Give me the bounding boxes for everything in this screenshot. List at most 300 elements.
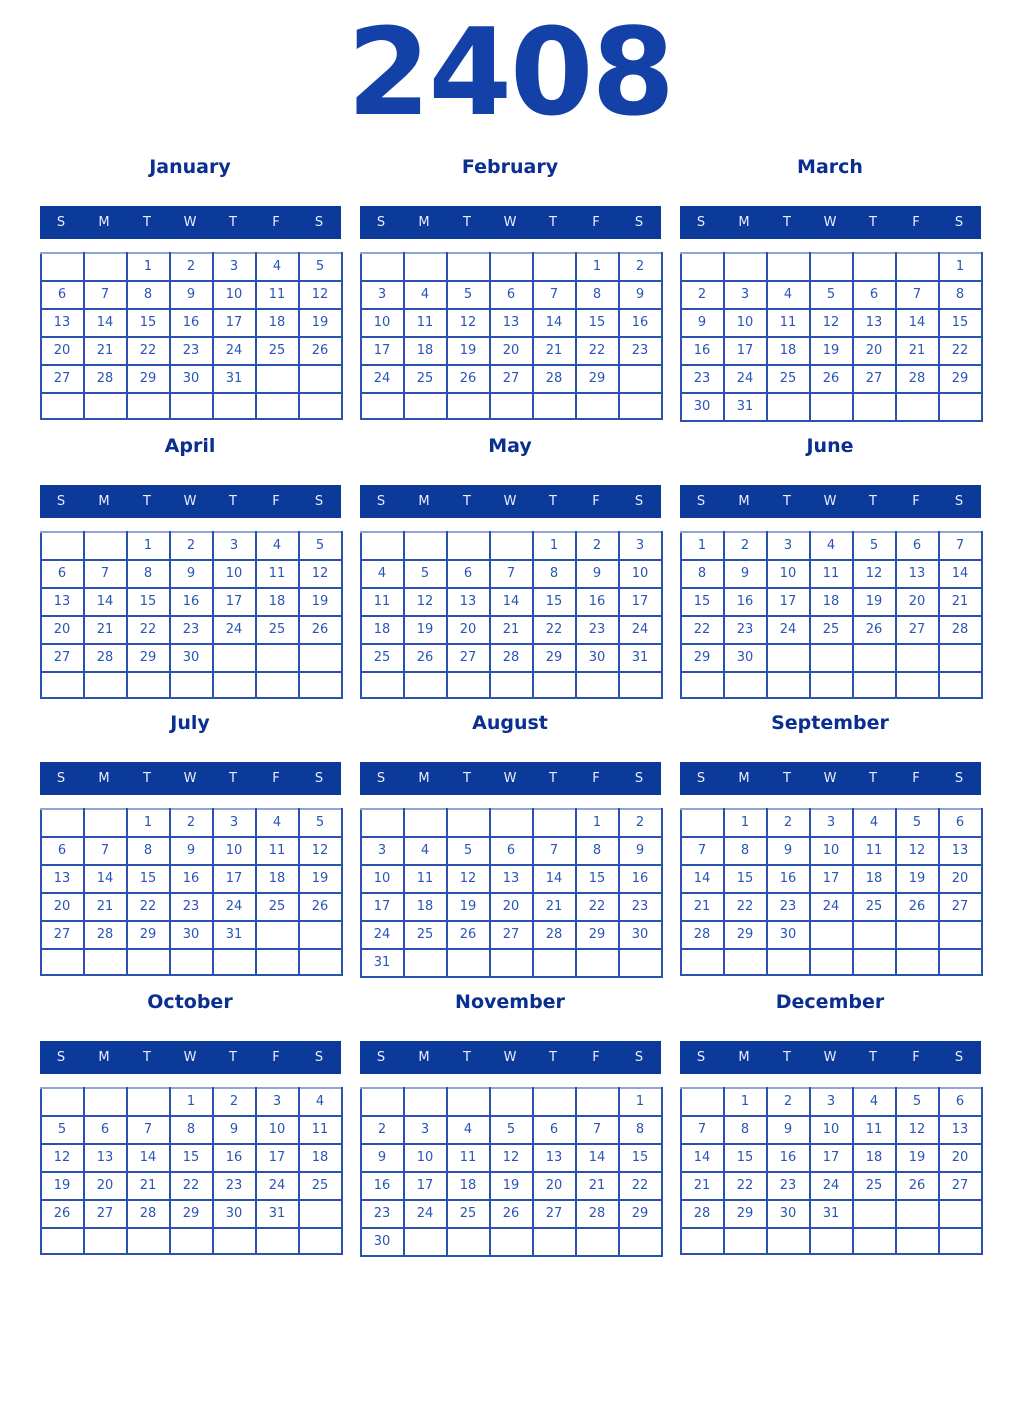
day-cell: 9 xyxy=(767,1116,810,1144)
empty-day-cell xyxy=(404,393,447,419)
week-row xyxy=(41,1116,342,1144)
weekday-header: S xyxy=(56,1050,66,1065)
month-title: April xyxy=(164,435,216,457)
day-cell: 9 xyxy=(170,281,213,309)
weekday-header: M xyxy=(98,494,110,509)
month-title: May xyxy=(488,435,532,457)
empty-day-cell xyxy=(853,672,896,698)
day-cell: 10 xyxy=(256,1116,299,1144)
empty-day-cell xyxy=(853,1200,896,1228)
day-cell: 8 xyxy=(681,560,724,588)
day-cell: 31 xyxy=(810,1200,853,1228)
day-cell: 15 xyxy=(170,1144,213,1172)
empty-day-cell xyxy=(127,949,170,975)
weekday-header-row xyxy=(40,762,341,795)
day-cell: 5 xyxy=(41,1116,84,1144)
day-cell: 25 xyxy=(810,616,853,644)
empty-day-cell xyxy=(299,365,342,393)
empty-day-cell xyxy=(853,1228,896,1254)
week-row xyxy=(361,253,662,281)
empty-day-cell xyxy=(170,393,213,419)
day-cell: 2 xyxy=(576,532,619,560)
year-title: 2408 xyxy=(347,4,673,143)
month-title: October xyxy=(147,991,233,1013)
empty-day-cell xyxy=(127,1228,170,1254)
week-row xyxy=(361,865,662,893)
empty-day-cell xyxy=(447,253,490,281)
day-cell: 27 xyxy=(490,921,533,949)
day-cell: 28 xyxy=(84,644,127,672)
day-cell: 30 xyxy=(767,1200,810,1228)
day-cell: 5 xyxy=(447,281,490,309)
empty-day-cell xyxy=(84,949,127,975)
weekday-header: W xyxy=(503,215,517,230)
week-row xyxy=(681,1088,982,1116)
week-row xyxy=(361,532,662,560)
empty-day-cell xyxy=(896,949,939,975)
empty-day-cell xyxy=(213,949,256,975)
day-cell: 30 xyxy=(213,1200,256,1228)
weekday-header: S xyxy=(634,771,644,786)
empty-day-cell xyxy=(256,949,299,975)
empty-day-cell xyxy=(256,365,299,393)
weekday-header: M xyxy=(418,215,430,230)
day-cell: 3 xyxy=(361,837,404,865)
empty-day-cell xyxy=(576,949,619,977)
day-cell: 12 xyxy=(810,309,853,337)
weekday-header: S xyxy=(56,494,66,509)
empty-day-cell xyxy=(84,253,127,281)
weekday-header: T xyxy=(783,1050,791,1065)
day-cell: 1 xyxy=(576,809,619,837)
day-cell: 13 xyxy=(533,1144,576,1172)
empty-day-cell xyxy=(213,393,256,419)
empty-day-cell xyxy=(939,644,982,672)
day-cell: 2 xyxy=(724,532,767,560)
day-cell: 16 xyxy=(576,588,619,616)
day-cell: 13 xyxy=(41,865,84,893)
week-row xyxy=(361,1228,662,1256)
day-cell: 27 xyxy=(41,921,84,949)
day-cell: 17 xyxy=(810,1144,853,1172)
empty-day-cell xyxy=(767,393,810,421)
weekday-header-row xyxy=(680,206,981,239)
weekday-header: F xyxy=(912,494,920,509)
day-cell: 19 xyxy=(447,893,490,921)
day-cell: 15 xyxy=(681,588,724,616)
week-row xyxy=(681,1200,982,1228)
weekday-header: T xyxy=(549,771,557,786)
day-cell: 16 xyxy=(170,865,213,893)
weekday-header: S xyxy=(376,771,386,786)
empty-day-cell xyxy=(361,1088,404,1116)
week-row xyxy=(681,837,982,865)
day-cell: 31 xyxy=(361,949,404,977)
empty-day-cell xyxy=(853,253,896,281)
empty-day-cell xyxy=(576,1088,619,1116)
weekday-header: T xyxy=(869,771,877,786)
empty-day-cell xyxy=(681,809,724,837)
day-cell: 22 xyxy=(724,1172,767,1200)
empty-day-cell xyxy=(213,672,256,698)
day-cell: 3 xyxy=(213,253,256,281)
empty-day-cell xyxy=(299,949,342,975)
weekday-header: M xyxy=(418,1050,430,1065)
weekday-header: W xyxy=(823,771,837,786)
day-cell: 19 xyxy=(299,309,342,337)
day-cell: 2 xyxy=(767,809,810,837)
empty-day-cell xyxy=(619,1228,662,1256)
day-cell: 19 xyxy=(447,337,490,365)
day-cell: 3 xyxy=(767,532,810,560)
day-cell: 27 xyxy=(939,893,982,921)
day-cell: 17 xyxy=(213,588,256,616)
day-cell: 5 xyxy=(490,1116,533,1144)
empty-day-cell xyxy=(810,253,853,281)
day-cell: 8 xyxy=(127,837,170,865)
week-row xyxy=(361,893,662,921)
day-cell: 28 xyxy=(127,1200,170,1228)
day-cell: 3 xyxy=(256,1088,299,1116)
week-row xyxy=(681,921,982,949)
day-cell: 24 xyxy=(810,1172,853,1200)
day-cell: 16 xyxy=(170,309,213,337)
empty-day-cell xyxy=(896,1228,939,1254)
empty-day-cell xyxy=(299,921,342,949)
day-cell: 9 xyxy=(619,837,662,865)
day-cell: 2 xyxy=(619,253,662,281)
weekday-header-row xyxy=(360,1041,661,1074)
day-cell: 24 xyxy=(361,921,404,949)
empty-day-cell xyxy=(533,672,576,698)
day-cell: 12 xyxy=(447,309,490,337)
empty-day-cell xyxy=(533,1228,576,1256)
day-cell: 21 xyxy=(576,1172,619,1200)
day-cell: 23 xyxy=(170,616,213,644)
weekday-header: W xyxy=(183,215,197,230)
day-cell: 25 xyxy=(404,921,447,949)
empty-day-cell xyxy=(939,921,982,949)
week-row xyxy=(361,616,662,644)
day-cell: 27 xyxy=(939,1172,982,1200)
empty-day-cell xyxy=(127,393,170,419)
week-row xyxy=(41,560,342,588)
empty-day-cell xyxy=(299,644,342,672)
day-cell: 17 xyxy=(361,893,404,921)
empty-day-cell xyxy=(939,949,982,975)
empty-day-cell xyxy=(170,1228,213,1254)
day-cell: 6 xyxy=(41,281,84,309)
day-cell: 4 xyxy=(447,1116,490,1144)
day-cell: 24 xyxy=(256,1172,299,1200)
day-cell: 24 xyxy=(767,616,810,644)
weekday-header: M xyxy=(418,494,430,509)
weekday-header: S xyxy=(696,494,706,509)
month-calendar-may xyxy=(360,435,661,699)
empty-day-cell xyxy=(361,253,404,281)
day-cell: 11 xyxy=(853,837,896,865)
day-cell: 24 xyxy=(724,365,767,393)
weekday-header: F xyxy=(592,494,600,509)
week-row xyxy=(681,1172,982,1200)
day-cell: 26 xyxy=(41,1200,84,1228)
empty-day-cell xyxy=(404,1228,447,1256)
day-cell: 18 xyxy=(404,893,447,921)
day-cell: 7 xyxy=(896,281,939,309)
empty-day-cell xyxy=(533,949,576,977)
day-cell: 11 xyxy=(447,1144,490,1172)
day-cell: 30 xyxy=(767,921,810,949)
day-cell: 21 xyxy=(84,893,127,921)
week-row xyxy=(41,1088,342,1116)
day-cell: 20 xyxy=(84,1172,127,1200)
day-cell: 16 xyxy=(170,588,213,616)
day-cell: 17 xyxy=(767,588,810,616)
week-row xyxy=(41,616,342,644)
weekday-header: W xyxy=(183,771,197,786)
day-cell: 29 xyxy=(681,644,724,672)
day-cell: 13 xyxy=(41,309,84,337)
day-cell: 18 xyxy=(767,337,810,365)
day-cell: 11 xyxy=(404,865,447,893)
day-cell: 28 xyxy=(681,921,724,949)
day-cell: 19 xyxy=(299,588,342,616)
day-cell: 5 xyxy=(299,532,342,560)
weekday-header: F xyxy=(272,771,280,786)
empty-day-cell xyxy=(41,1088,84,1116)
weekday-header: T xyxy=(549,215,557,230)
day-cell: 10 xyxy=(213,281,256,309)
day-cell: 17 xyxy=(213,865,256,893)
day-cell: 10 xyxy=(619,560,662,588)
day-cell: 30 xyxy=(576,644,619,672)
empty-day-cell xyxy=(490,1228,533,1256)
weekday-header: F xyxy=(272,215,280,230)
day-cell: 4 xyxy=(299,1088,342,1116)
day-cell: 20 xyxy=(447,616,490,644)
month-days-grid xyxy=(360,252,663,420)
empty-day-cell xyxy=(41,532,84,560)
empty-day-cell xyxy=(490,672,533,698)
week-row xyxy=(361,837,662,865)
weekday-header: W xyxy=(503,494,517,509)
day-cell: 6 xyxy=(490,837,533,865)
empty-day-cell xyxy=(447,1088,490,1116)
empty-day-cell xyxy=(810,949,853,975)
day-cell: 24 xyxy=(213,616,256,644)
day-cell: 29 xyxy=(127,365,170,393)
day-cell: 26 xyxy=(490,1200,533,1228)
day-cell: 15 xyxy=(576,309,619,337)
day-cell: 7 xyxy=(127,1116,170,1144)
day-cell: 26 xyxy=(299,893,342,921)
empty-day-cell xyxy=(447,949,490,977)
weekday-header: T xyxy=(229,215,237,230)
month-title: August xyxy=(472,712,548,734)
day-cell: 29 xyxy=(533,644,576,672)
day-cell: 6 xyxy=(84,1116,127,1144)
weekday-header: T xyxy=(463,494,471,509)
day-cell: 14 xyxy=(84,865,127,893)
empty-day-cell xyxy=(127,672,170,698)
day-cell: 26 xyxy=(404,644,447,672)
month-calendar-march xyxy=(680,156,981,422)
day-cell: 20 xyxy=(41,337,84,365)
week-row xyxy=(41,921,342,949)
day-cell: 5 xyxy=(853,532,896,560)
day-cell: 30 xyxy=(681,393,724,421)
day-cell: 3 xyxy=(361,281,404,309)
day-cell: 25 xyxy=(256,893,299,921)
weekday-header: T xyxy=(549,494,557,509)
day-cell: 22 xyxy=(533,616,576,644)
day-cell: 4 xyxy=(256,809,299,837)
day-cell: 7 xyxy=(533,837,576,865)
week-row xyxy=(361,1088,662,1116)
day-cell: 14 xyxy=(84,588,127,616)
week-row xyxy=(681,1144,982,1172)
empty-day-cell xyxy=(724,253,767,281)
day-cell: 11 xyxy=(299,1116,342,1144)
day-cell: 4 xyxy=(853,1088,896,1116)
empty-day-cell xyxy=(681,253,724,281)
empty-day-cell xyxy=(533,809,576,837)
day-cell: 4 xyxy=(256,532,299,560)
day-cell: 1 xyxy=(681,532,724,560)
day-cell: 28 xyxy=(681,1200,724,1228)
day-cell: 28 xyxy=(939,616,982,644)
empty-day-cell xyxy=(447,532,490,560)
weekday-header-row xyxy=(680,762,981,795)
day-cell: 7 xyxy=(84,281,127,309)
day-cell: 29 xyxy=(170,1200,213,1228)
week-row xyxy=(41,672,342,698)
day-cell: 19 xyxy=(404,616,447,644)
empty-day-cell xyxy=(41,393,84,419)
day-cell: 15 xyxy=(127,865,170,893)
empty-day-cell xyxy=(404,672,447,698)
empty-day-cell xyxy=(896,1200,939,1228)
day-cell: 1 xyxy=(533,532,576,560)
day-cell: 10 xyxy=(361,309,404,337)
weekday-header: S xyxy=(634,1050,644,1065)
weekday-header: W xyxy=(823,215,837,230)
weekday-header: M xyxy=(738,1050,750,1065)
empty-day-cell xyxy=(681,1088,724,1116)
day-cell: 20 xyxy=(853,337,896,365)
day-cell: 8 xyxy=(576,281,619,309)
week-row xyxy=(681,337,982,365)
day-cell: 4 xyxy=(404,837,447,865)
day-cell: 20 xyxy=(490,337,533,365)
day-cell: 25 xyxy=(853,1172,896,1200)
month-calendar-july xyxy=(40,712,341,978)
week-row xyxy=(681,1116,982,1144)
day-cell: 28 xyxy=(84,921,127,949)
week-row xyxy=(41,588,342,616)
day-cell: 9 xyxy=(361,1144,404,1172)
month-calendar-april xyxy=(40,435,341,699)
day-cell: 21 xyxy=(127,1172,170,1200)
day-cell: 21 xyxy=(681,1172,724,1200)
weekday-header: S xyxy=(314,771,324,786)
day-cell: 14 xyxy=(533,865,576,893)
day-cell: 27 xyxy=(84,1200,127,1228)
month-calendar-august xyxy=(360,712,661,978)
empty-day-cell xyxy=(404,809,447,837)
day-cell: 3 xyxy=(810,809,853,837)
day-cell: 8 xyxy=(127,560,170,588)
weekday-header: W xyxy=(503,1050,517,1065)
week-row xyxy=(681,949,982,975)
week-row xyxy=(361,281,662,309)
day-cell: 5 xyxy=(299,253,342,281)
weekday-header: S xyxy=(634,215,644,230)
day-cell: 3 xyxy=(213,809,256,837)
empty-day-cell xyxy=(41,672,84,698)
day-cell: 23 xyxy=(361,1200,404,1228)
weekday-header: W xyxy=(183,1050,197,1065)
empty-day-cell xyxy=(299,1200,342,1228)
weekday-header: T xyxy=(783,771,791,786)
day-cell: 7 xyxy=(533,281,576,309)
week-row xyxy=(41,309,342,337)
week-row xyxy=(41,644,342,672)
week-row xyxy=(681,393,982,421)
weekday-header: T xyxy=(143,1050,151,1065)
empty-day-cell xyxy=(681,949,724,975)
day-cell: 19 xyxy=(299,865,342,893)
week-row xyxy=(361,921,662,949)
empty-day-cell xyxy=(533,253,576,281)
week-row xyxy=(41,337,342,365)
week-row xyxy=(361,672,662,698)
day-cell: 28 xyxy=(533,365,576,393)
day-cell: 6 xyxy=(41,837,84,865)
day-cell: 16 xyxy=(619,865,662,893)
day-cell: 19 xyxy=(853,588,896,616)
day-cell: 20 xyxy=(41,893,84,921)
week-row xyxy=(361,560,662,588)
day-cell: 16 xyxy=(767,865,810,893)
empty-day-cell xyxy=(767,644,810,672)
empty-day-cell xyxy=(896,644,939,672)
weekday-header-row xyxy=(40,1041,341,1074)
day-cell: 21 xyxy=(939,588,982,616)
empty-day-cell xyxy=(490,253,533,281)
empty-day-cell xyxy=(447,672,490,698)
weekday-header: T xyxy=(229,771,237,786)
day-cell: 13 xyxy=(41,588,84,616)
day-cell: 21 xyxy=(896,337,939,365)
day-cell: 27 xyxy=(533,1200,576,1228)
day-cell: 21 xyxy=(533,337,576,365)
day-cell: 2 xyxy=(170,253,213,281)
month-days-grid xyxy=(680,808,983,976)
week-row xyxy=(681,672,982,698)
day-cell: 25 xyxy=(853,893,896,921)
empty-day-cell xyxy=(404,253,447,281)
day-cell: 14 xyxy=(939,560,982,588)
day-cell: 30 xyxy=(170,644,213,672)
week-row xyxy=(41,1200,342,1228)
day-cell: 28 xyxy=(896,365,939,393)
month-days-grid xyxy=(40,1087,343,1255)
day-cell: 4 xyxy=(767,281,810,309)
day-cell: 20 xyxy=(533,1172,576,1200)
day-cell: 31 xyxy=(256,1200,299,1228)
weekday-header: M xyxy=(418,771,430,786)
